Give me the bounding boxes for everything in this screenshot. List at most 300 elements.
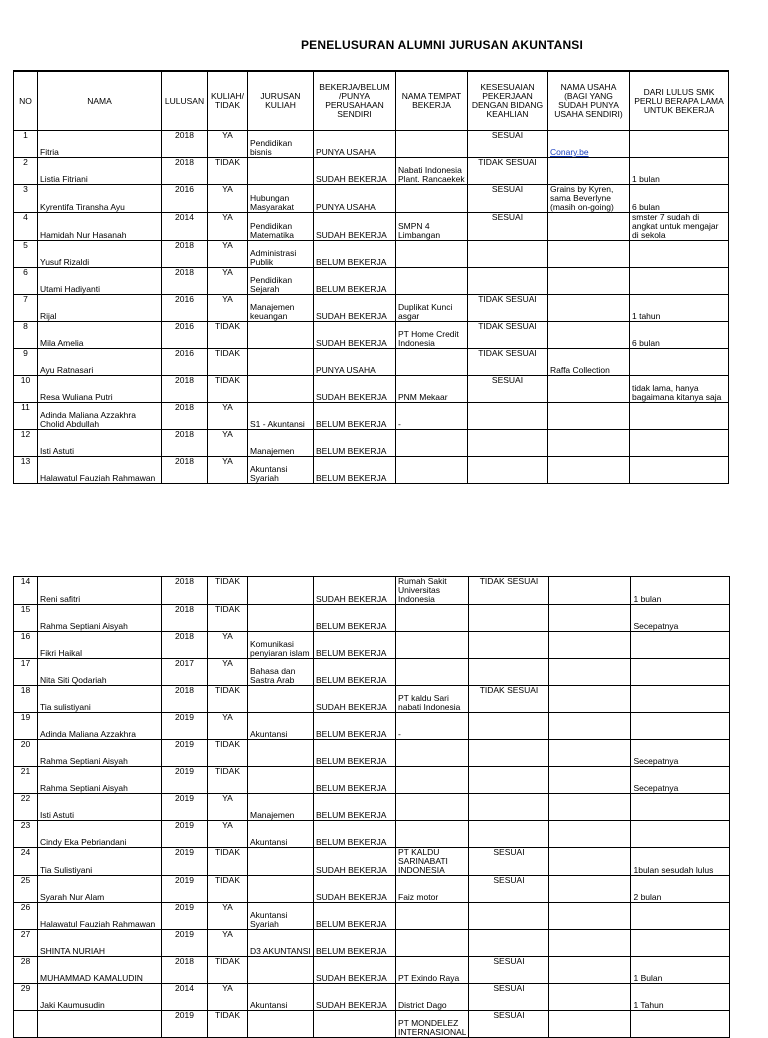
table-body-page-1 bbox=[14, 131, 729, 484]
time-to-work-cell bbox=[631, 1011, 730, 1038]
work-status: PUNYA USAHA bbox=[316, 203, 376, 212]
college-status: YA bbox=[222, 268, 233, 277]
college-status-cell bbox=[208, 848, 248, 876]
work-status-cell bbox=[314, 457, 396, 484]
row-number: 19 bbox=[20, 713, 31, 722]
row-number: 25 bbox=[20, 876, 31, 885]
college-status: TIDAK bbox=[214, 686, 241, 695]
row-number-cell bbox=[14, 349, 38, 376]
work-status: SUDAH BEKERJA bbox=[316, 893, 387, 902]
college-status: YA bbox=[222, 295, 233, 304]
college-status-cell bbox=[208, 268, 248, 295]
alumni-name: Rijal bbox=[40, 312, 57, 321]
work-status-cell bbox=[314, 794, 396, 821]
time-to-work: Secepatnya bbox=[633, 622, 679, 631]
work-status: BELUM BEKERJA bbox=[316, 838, 387, 847]
graduation-year: 2018 bbox=[175, 457, 194, 466]
alumni-name: Tia sulistiyani bbox=[40, 703, 91, 712]
job-relevance: SESUAI bbox=[491, 185, 524, 194]
job-relevance-cell bbox=[468, 268, 548, 295]
work-status-cell bbox=[314, 821, 396, 848]
college-major-cell bbox=[248, 295, 314, 322]
college-status-cell bbox=[208, 903, 248, 930]
work-status: BELUM BEKERJA bbox=[316, 757, 387, 766]
workplace-name-cell bbox=[396, 131, 468, 158]
job-relevance-cell bbox=[469, 1011, 549, 1038]
job-relevance-cell bbox=[468, 430, 548, 457]
college-major-cell bbox=[248, 457, 314, 484]
graduation-year: 2018 bbox=[175, 957, 194, 966]
work-status: BELUM BEKERJA bbox=[316, 784, 387, 793]
graduation-year: 2019 bbox=[175, 821, 194, 830]
row-number-cell bbox=[14, 794, 38, 821]
alumni-name: Syarah Nur Alam bbox=[40, 893, 105, 902]
workplace-name-cell bbox=[396, 848, 469, 876]
business-name-cell bbox=[549, 930, 631, 957]
alumni-name-cell bbox=[38, 821, 162, 848]
work-status: SUDAH BEKERJA bbox=[316, 595, 387, 604]
graduation-year-cell bbox=[162, 158, 208, 185]
graduation-year-cell bbox=[162, 713, 208, 740]
business-name-cell bbox=[549, 876, 631, 903]
job-relevance: SESUAI bbox=[491, 131, 524, 140]
row-number-cell bbox=[14, 686, 38, 713]
college-major: Komunikasi penyiaran islam bbox=[250, 640, 310, 658]
college-status-cell bbox=[208, 740, 248, 767]
work-status-cell bbox=[314, 295, 396, 322]
alumni-name: MUHAMMAD KAMALUDIN bbox=[40, 974, 143, 983]
college-status-cell bbox=[208, 821, 248, 848]
workplace-name: PT Exindo Raya bbox=[398, 974, 460, 983]
table-row bbox=[14, 430, 729, 457]
college-status: TIDAK bbox=[214, 158, 241, 167]
table-row bbox=[14, 213, 729, 241]
row-number: 14 bbox=[20, 577, 31, 586]
workplace-name-cell bbox=[396, 713, 469, 740]
workplace-name-cell bbox=[396, 957, 469, 984]
college-major-cell bbox=[248, 957, 314, 984]
alumni-name-cell bbox=[38, 577, 162, 605]
table-row bbox=[14, 821, 730, 848]
job-relevance-cell bbox=[469, 659, 549, 686]
college-status: TIDAK bbox=[214, 322, 241, 331]
work-status-cell bbox=[314, 349, 396, 376]
college-major-cell bbox=[248, 322, 314, 349]
work-status-cell bbox=[314, 213, 396, 241]
row-number: 6 bbox=[23, 268, 28, 277]
business-name-cell bbox=[549, 794, 631, 821]
job-relevance-cell bbox=[468, 185, 548, 213]
row-number-cell bbox=[14, 930, 38, 957]
row-number: 11 bbox=[21, 403, 30, 412]
college-major: Manajemen bbox=[250, 447, 295, 456]
college-status-cell bbox=[208, 1011, 248, 1038]
college-status-cell bbox=[208, 403, 248, 430]
college-major-cell bbox=[248, 821, 314, 848]
table-row bbox=[14, 659, 730, 686]
alumni-name-cell bbox=[38, 241, 162, 268]
row-number: 15 bbox=[20, 605, 31, 614]
row-number-cell bbox=[14, 577, 38, 605]
row-number-cell bbox=[14, 376, 38, 403]
graduation-year-cell bbox=[162, 686, 208, 713]
row-number: 24 bbox=[20, 848, 31, 857]
work-status-cell bbox=[314, 131, 396, 158]
graduation-year: 2019 bbox=[175, 876, 194, 885]
time-to-work: 1 tahun bbox=[632, 312, 661, 321]
work-status: BELUM BEKERJA bbox=[316, 947, 387, 956]
college-status-cell bbox=[208, 984, 248, 1011]
table-row bbox=[14, 930, 730, 957]
business-name-cell bbox=[548, 376, 630, 403]
row-number: 23 bbox=[20, 821, 31, 830]
graduation-year-cell bbox=[162, 131, 208, 158]
alumni-name: Tia Sulistiyani bbox=[40, 866, 93, 875]
time-to-work-cell bbox=[631, 713, 730, 740]
job-relevance: SESUAI bbox=[491, 213, 524, 222]
time-to-work-cell bbox=[630, 403, 729, 430]
alumni-name: Isti Astuti bbox=[40, 811, 75, 820]
job-relevance-cell bbox=[469, 740, 549, 767]
row-number-cell bbox=[14, 848, 38, 876]
alumni-name: Isti Astuti bbox=[40, 447, 75, 456]
college-status: YA bbox=[222, 821, 233, 830]
college-status-cell bbox=[208, 876, 248, 903]
row-number-cell bbox=[14, 158, 38, 185]
job-relevance-cell bbox=[469, 848, 549, 876]
college-status-cell bbox=[208, 295, 248, 322]
graduation-year: 2018 bbox=[175, 605, 194, 614]
business-name-cell bbox=[548, 322, 630, 349]
business-name-cell bbox=[549, 903, 631, 930]
alumni-table-page-2 bbox=[13, 576, 730, 1038]
college-major: Manajemen bbox=[250, 811, 295, 820]
row-number-cell bbox=[14, 605, 38, 632]
time-to-work-cell bbox=[631, 876, 730, 903]
graduation-year-cell bbox=[162, 268, 208, 295]
graduation-year: 2016 bbox=[175, 322, 194, 331]
college-major: Pendidikan Sejarah bbox=[250, 276, 293, 294]
business-name-cell bbox=[549, 821, 631, 848]
alumni-name: Yusuf Rizaldi bbox=[40, 258, 90, 267]
college-status-cell bbox=[208, 376, 248, 403]
college-major-cell bbox=[248, 930, 314, 957]
college-status-cell bbox=[208, 185, 248, 213]
graduation-year: 2014 bbox=[175, 213, 194, 222]
graduation-year: 2019 bbox=[175, 930, 194, 939]
row-number-cell bbox=[14, 713, 38, 740]
business-name-cell bbox=[548, 158, 630, 185]
graduation-year-cell bbox=[162, 213, 208, 241]
college-major-cell bbox=[248, 349, 314, 376]
header-jurusan: JURUSAN KULIAH bbox=[248, 71, 314, 131]
work-status-cell bbox=[314, 430, 396, 457]
time-to-work-cell bbox=[631, 632, 730, 659]
alumni-name: Mila Amelia bbox=[40, 339, 84, 348]
table-row bbox=[14, 713, 730, 740]
college-status: TIDAK bbox=[214, 848, 241, 857]
work-status-cell bbox=[314, 158, 396, 185]
workplace-name-cell bbox=[396, 376, 468, 403]
time-to-work-cell bbox=[631, 848, 730, 876]
college-status-cell bbox=[208, 158, 248, 185]
work-status-cell bbox=[314, 767, 396, 794]
alumni-name-cell bbox=[38, 740, 162, 767]
workplace-name-cell bbox=[396, 577, 469, 605]
job-relevance-cell bbox=[469, 957, 549, 984]
job-relevance-cell bbox=[468, 322, 548, 349]
table-row bbox=[14, 957, 730, 984]
college-status: YA bbox=[222, 457, 233, 466]
workplace-name-cell bbox=[396, 930, 469, 957]
workplace-name-cell bbox=[396, 349, 468, 376]
time-to-work: Secepatnya bbox=[633, 757, 679, 766]
table-row bbox=[14, 322, 729, 349]
college-status-cell bbox=[208, 957, 248, 984]
business-name-cell bbox=[549, 957, 631, 984]
graduation-year-cell bbox=[162, 295, 208, 322]
alumni-name-cell bbox=[38, 713, 162, 740]
graduation-year-cell bbox=[162, 349, 208, 376]
header-bekerja: BEKERJA/BELUM /PUNYA PERUSAHAAN SENDIRI bbox=[314, 71, 396, 131]
business-name-cell bbox=[549, 767, 631, 794]
time-to-work: smster 7 sudah di angkat untuk mengajar di sekola bbox=[632, 213, 719, 240]
college-status-cell bbox=[208, 794, 248, 821]
work-status: SUDAH BEKERJA bbox=[316, 703, 387, 712]
alumni-name-cell bbox=[38, 876, 162, 903]
table-row bbox=[14, 632, 730, 659]
table-row bbox=[14, 876, 730, 903]
college-major: Pendidikan Matematika bbox=[250, 222, 294, 240]
college-status: YA bbox=[222, 713, 233, 722]
time-to-work-cell bbox=[631, 659, 730, 686]
alumni-name-cell bbox=[38, 268, 162, 295]
college-status-cell bbox=[208, 322, 248, 349]
alumni-name-cell bbox=[38, 686, 162, 713]
workplace-name-cell bbox=[396, 659, 469, 686]
workplace-name-cell bbox=[396, 322, 468, 349]
job-relevance: TIDAK SESUAI bbox=[478, 158, 537, 167]
graduation-year-cell bbox=[162, 376, 208, 403]
time-to-work-cell bbox=[630, 430, 729, 457]
college-major: Akuntansi Syariah bbox=[250, 465, 288, 483]
college-major: Akuntansi bbox=[250, 838, 288, 847]
work-status: BELUM BEKERJA bbox=[316, 649, 387, 658]
table-body-page-2 bbox=[14, 577, 730, 1038]
business-link[interactable]: Conary.be bbox=[550, 148, 589, 157]
job-relevance: TIDAK SESUAI bbox=[478, 295, 537, 304]
business-name-cell bbox=[548, 295, 630, 322]
work-status: SUDAH BEKERJA bbox=[316, 339, 387, 348]
graduation-year-cell bbox=[162, 241, 208, 268]
job-relevance: TIDAK SESUAI bbox=[478, 322, 537, 331]
work-status-cell bbox=[314, 632, 396, 659]
graduation-year-cell bbox=[162, 605, 208, 632]
job-relevance-cell bbox=[469, 821, 549, 848]
header-no: NO bbox=[14, 71, 38, 131]
college-status: TIDAK bbox=[214, 577, 241, 586]
business-name-cell bbox=[548, 185, 630, 213]
header-row bbox=[14, 71, 729, 131]
row-number-cell bbox=[14, 821, 38, 848]
time-to-work: 1 bulan bbox=[632, 175, 660, 184]
graduation-year: 2016 bbox=[175, 185, 194, 194]
table-row bbox=[14, 241, 729, 268]
table-row bbox=[14, 403, 729, 430]
work-status-cell bbox=[314, 1011, 396, 1038]
graduation-year: 2018 bbox=[175, 268, 194, 277]
graduation-year: 2019 bbox=[175, 767, 194, 776]
row-number-cell bbox=[14, 322, 38, 349]
college-status-cell bbox=[208, 713, 248, 740]
graduation-year: 2018 bbox=[175, 376, 194, 385]
row-number: 4 bbox=[23, 213, 28, 222]
graduation-year-cell bbox=[162, 903, 208, 930]
alumni-name: Halawatul Fauziah Rahmawan bbox=[40, 474, 156, 483]
college-major-cell bbox=[248, 376, 314, 403]
college-major-cell bbox=[248, 241, 314, 268]
time-to-work-cell bbox=[631, 794, 730, 821]
alumni-name-cell bbox=[38, 767, 162, 794]
work-status: PUNYA USAHA bbox=[316, 366, 376, 375]
business-name-cell bbox=[549, 659, 631, 686]
row-number: 26 bbox=[20, 903, 31, 912]
alumni-name-cell bbox=[38, 930, 162, 957]
alumni-name-cell bbox=[38, 430, 162, 457]
college-major: Pendidikan bisnis bbox=[250, 139, 293, 157]
row-number-cell bbox=[14, 457, 38, 484]
college-status-cell bbox=[208, 605, 248, 632]
job-relevance-cell bbox=[468, 213, 548, 241]
college-major-cell bbox=[248, 158, 314, 185]
row-number-cell bbox=[14, 268, 38, 295]
row-number-cell bbox=[14, 957, 38, 984]
header-usaha: NAMA USAHA (BAGI YANG SUDAH PUNYA USAHA SENDIRI) bbox=[548, 71, 630, 131]
college-major: Akuntansi bbox=[250, 730, 288, 739]
college-status-cell bbox=[208, 577, 248, 605]
graduation-year-cell bbox=[162, 659, 208, 686]
row-number-cell bbox=[14, 903, 38, 930]
table-row bbox=[14, 268, 729, 295]
college-status-cell bbox=[208, 131, 248, 158]
college-status: YA bbox=[222, 403, 233, 412]
alumni-name: Jaki Kaumusudin bbox=[40, 1001, 105, 1010]
college-major-cell bbox=[248, 984, 314, 1011]
work-status: BELUM BEKERJA bbox=[316, 474, 387, 483]
graduation-year: 2018 bbox=[175, 241, 194, 250]
college-major-cell bbox=[248, 185, 314, 213]
table-row bbox=[14, 131, 729, 158]
row-number-cell bbox=[14, 740, 38, 767]
table-row bbox=[14, 349, 729, 376]
college-status: YA bbox=[222, 632, 233, 641]
work-status-cell bbox=[314, 848, 396, 876]
graduation-year: 2018 bbox=[175, 430, 194, 439]
work-status-cell bbox=[314, 577, 396, 605]
row-number: 2 bbox=[23, 158, 28, 167]
job-relevance-cell bbox=[469, 605, 549, 632]
work-status: BELUM BEKERJA bbox=[316, 420, 387, 429]
time-to-work-cell bbox=[631, 605, 730, 632]
workplace-name-cell bbox=[396, 268, 468, 295]
time-to-work-cell bbox=[630, 213, 729, 241]
time-to-work-cell bbox=[630, 241, 729, 268]
row-number-cell bbox=[14, 1011, 38, 1038]
table-row bbox=[14, 848, 730, 876]
workplace-name-cell bbox=[396, 1011, 469, 1038]
workplace-name-cell bbox=[396, 403, 468, 430]
alumni-name-cell bbox=[38, 213, 162, 241]
college-status: TIDAK bbox=[214, 1011, 241, 1020]
workplace-name: PT Home Credit Indonesia bbox=[398, 330, 459, 348]
graduation-year-cell bbox=[162, 821, 208, 848]
college-major-cell bbox=[248, 740, 314, 767]
business-name-cell bbox=[549, 632, 631, 659]
work-status: SUDAH BEKERJA bbox=[316, 974, 387, 983]
alumni-name: Reni safitri bbox=[40, 595, 81, 604]
college-major-cell bbox=[248, 1011, 314, 1038]
alumni-name: Fikri Haikal bbox=[40, 649, 83, 658]
alumni-name-cell bbox=[38, 403, 162, 430]
college-status: TIDAK bbox=[214, 876, 241, 885]
job-relevance-cell bbox=[469, 984, 549, 1011]
row-number-cell bbox=[14, 767, 38, 794]
college-major: S1 - Akuntansi bbox=[250, 420, 305, 429]
header-nama: NAMA bbox=[38, 71, 162, 131]
work-status-cell bbox=[314, 322, 396, 349]
college-status-cell bbox=[208, 659, 248, 686]
workplace-name-cell bbox=[396, 632, 469, 659]
row-number-cell bbox=[14, 984, 38, 1011]
graduation-year-cell bbox=[162, 930, 208, 957]
graduation-year: 2014 bbox=[175, 984, 194, 993]
time-to-work-cell bbox=[631, 930, 730, 957]
alumni-name: Rahma Septiani Aisyah bbox=[40, 757, 128, 766]
workplace-name: PT kaldu Sari nabati Indonesia bbox=[398, 694, 461, 712]
workplace-name: - bbox=[398, 420, 401, 429]
college-status-cell bbox=[208, 930, 248, 957]
work-status: BELUM BEKERJA bbox=[316, 730, 387, 739]
college-status: TIDAK bbox=[214, 349, 241, 358]
alumni-name-cell bbox=[38, 1011, 162, 1038]
college-major-cell bbox=[248, 686, 314, 713]
work-status: PUNYA USAHA bbox=[316, 148, 376, 157]
college-status: YA bbox=[222, 659, 233, 668]
college-major-cell bbox=[248, 767, 314, 794]
table-row bbox=[14, 185, 729, 213]
work-status-cell bbox=[314, 376, 396, 403]
job-relevance: SESUAI bbox=[491, 376, 524, 385]
college-major: D3 AKUNTANSI bbox=[250, 947, 311, 956]
table-row bbox=[14, 158, 729, 185]
college-status: TIDAK bbox=[214, 605, 241, 614]
row-number-cell bbox=[14, 632, 38, 659]
work-status-cell bbox=[314, 686, 396, 713]
row-number: 18 bbox=[20, 686, 31, 695]
graduation-year-cell bbox=[162, 577, 208, 605]
college-status: YA bbox=[222, 241, 233, 250]
alumni-name-cell bbox=[38, 605, 162, 632]
college-major-cell bbox=[248, 903, 314, 930]
row-number: 21 bbox=[20, 767, 31, 776]
college-major: Akuntansi Syariah bbox=[250, 911, 288, 929]
time-to-work-cell bbox=[630, 349, 729, 376]
row-number-cell bbox=[14, 241, 38, 268]
business-name-cell bbox=[548, 349, 630, 376]
job-relevance: TIDAK SESUAI bbox=[479, 577, 539, 586]
workplace-name-cell bbox=[396, 767, 469, 794]
graduation-year: 2016 bbox=[175, 295, 194, 304]
